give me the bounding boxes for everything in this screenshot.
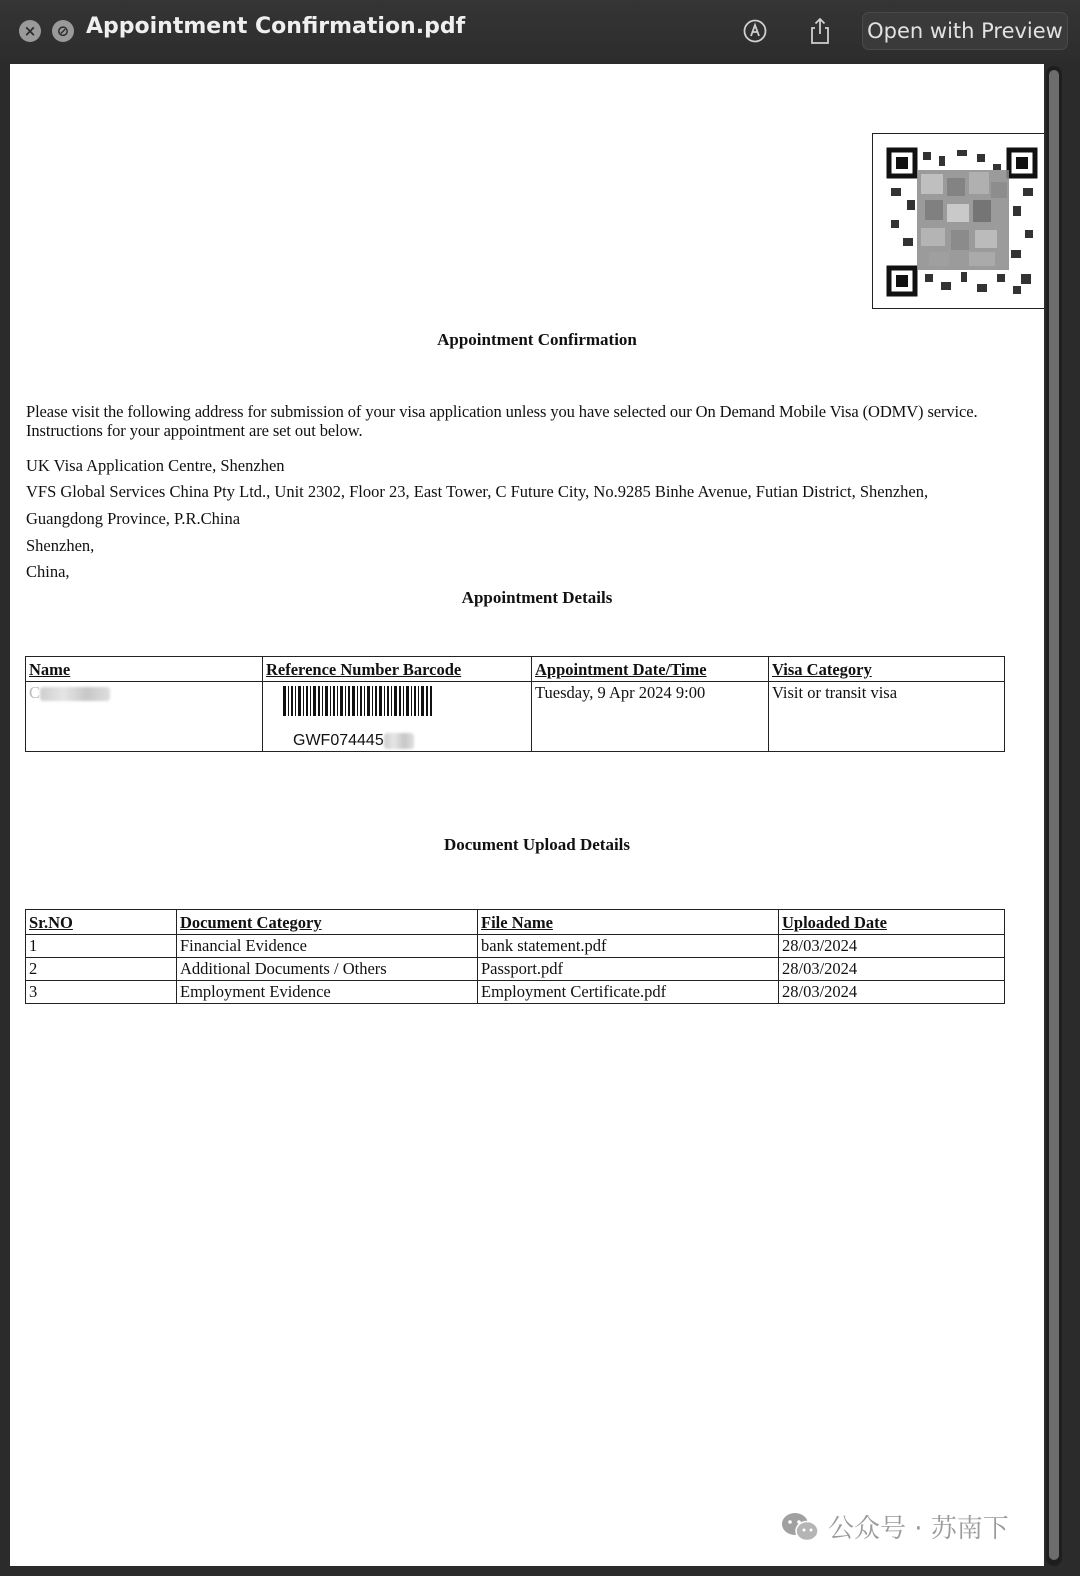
intro-paragraph: Please visit the following address for submission of your visa application unless you have selected our On Demand Mobile Visa (ODMV) service. Instructions for your appointment are set out below. <box>26 402 978 440</box>
document-upload-heading: Document Upload Details <box>443 835 631 854</box>
document-title: Appointment Confirmation <box>437 330 637 349</box>
appointment-table <box>25 656 1005 752</box>
sr-no: 1 <box>26 935 177 958</box>
table-header-row <box>26 657 1005 682</box>
document-category: Employment Evidence <box>177 981 478 1004</box>
column-header: Name <box>26 657 263 682</box>
column-header: Visa Category <box>769 657 1005 682</box>
column-header: Uploaded Date <box>779 910 1005 935</box>
table-row <box>26 935 1005 958</box>
vertical-scrollbar[interactable] <box>1046 66 1062 1566</box>
share-icon[interactable] <box>804 15 836 47</box>
watermark-text: 公众号 · 苏南下 <box>828 1514 1009 1544</box>
redaction-blur <box>384 733 414 749</box>
address-line-2: VFS Global Services China Pty Ltd., Unit 2302, Floor 23, East Tower, C Future City, No.9285 Binhe Avenue, Futian District, Shenzhen, <box>26 482 929 501</box>
table-row <box>26 958 1005 981</box>
appointment-details-heading: Appointment Details <box>461 588 613 607</box>
column-header: Sr.NO <box>26 910 177 935</box>
table-row <box>26 682 1005 752</box>
address-line-1: UK Visa Application Centre, Shenzhen <box>26 456 285 475</box>
sr-no: 2 <box>26 958 177 981</box>
table-header-row <box>26 910 1005 935</box>
title-bar <box>0 0 1080 64</box>
open-with-preview-button[interactable]: Open with Preview <box>862 12 1068 50</box>
document-upload-table <box>25 909 1005 1004</box>
applicant-name-cell <box>26 682 263 752</box>
sr-no: 3 <box>26 981 177 1004</box>
window-title: Appointment Confirmation.pdf <box>86 14 466 39</box>
qr-code <box>872 133 1044 309</box>
barcode-image <box>283 686 433 718</box>
redaction-blur <box>40 687 110 701</box>
document-category: Additional Documents / Others <box>177 958 478 981</box>
scrollbar-thumb[interactable] <box>1049 70 1059 1560</box>
file-name: Passport.pdf <box>478 958 779 981</box>
table-row <box>26 981 1005 1004</box>
column-header: File Name <box>478 910 779 935</box>
document-category: Financial Evidence <box>177 935 478 958</box>
uploaded-date: 28/03/2024 <box>779 958 1005 981</box>
disabled-icon[interactable]: ⊘ <box>52 20 74 42</box>
address-line-4: Shenzhen, <box>26 536 95 555</box>
applicant-name: C <box>29 683 41 702</box>
column-header: Document Category <box>177 910 478 935</box>
column-header: Reference Number Barcode <box>263 657 532 682</box>
uploaded-date: 28/03/2024 <box>779 935 1005 958</box>
visa-category: Visit or transit visa <box>769 682 1005 752</box>
pdf-page <box>10 64 1044 1566</box>
column-header: Appointment Date/Time <box>532 657 769 682</box>
watermark <box>780 1508 1009 1545</box>
markup-pen-icon[interactable] <box>739 15 771 47</box>
address-line-5: China, <box>26 562 70 581</box>
wechat-icon <box>780 1511 820 1543</box>
address-line-3: Guangdong Province, P.R.China <box>26 509 241 528</box>
appointment-datetime: Tuesday, 9 Apr 2024 9:00 <box>532 682 769 752</box>
uploaded-date: 28/03/2024 <box>779 981 1005 1004</box>
file-name: Employment Certificate.pdf <box>478 981 779 1004</box>
reference-number: GWF074445 <box>293 732 384 749</box>
close-icon[interactable]: × <box>19 20 41 42</box>
file-name: bank statement.pdf <box>478 935 779 958</box>
barcode-cell <box>263 682 532 752</box>
